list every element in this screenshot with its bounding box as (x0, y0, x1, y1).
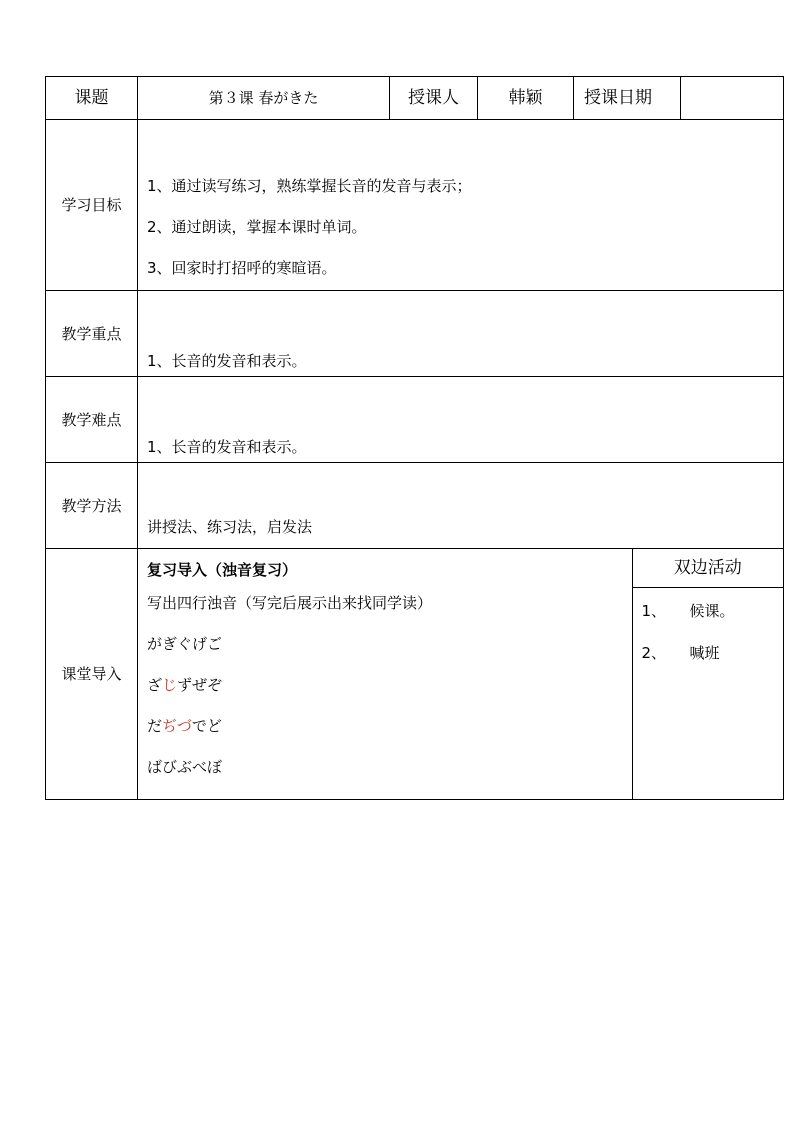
activities-header: 双边活动 (633, 549, 784, 588)
difficulties-content (138, 377, 784, 463)
kana-row-ga: がぎぐげご (147, 635, 223, 653)
methods-content (138, 463, 784, 549)
lead-in-label: 课堂导入 (46, 549, 138, 800)
objective-item: 1、通过读写练习，熟练掌握长音的发音与表示； (147, 177, 472, 195)
difficulties-text: 1、长音的发音和表示。 (147, 438, 307, 456)
lesson-section (138, 549, 632, 799)
lead-in-content (138, 549, 784, 800)
objectives-content (138, 120, 784, 291)
lead-in-instruction: 写出四行浊音（写完后展示出来找同学读） (147, 594, 433, 612)
lead-in-title: 复习导入（浊音复习） (147, 561, 298, 579)
methods-label: 教学方法 (46, 463, 138, 549)
date-label: 授课日期 (574, 77, 681, 120)
kana-da-part: でど (191, 717, 222, 735)
activity-number: 1、 (641, 602, 667, 620)
methods-row (46, 463, 784, 549)
activities-section (632, 549, 783, 799)
kana-row-ba: ばびぶべぼ (147, 758, 223, 776)
teacher-name: 韩颖 (478, 77, 574, 120)
topic-value: 第３课 春がきた (138, 77, 390, 120)
kana-row-za (147, 665, 632, 706)
methods-text: 讲授法、练习法，启发法 (147, 518, 313, 536)
activity-text: 喊班 (689, 644, 720, 662)
topic-label: 课题 (46, 77, 138, 120)
objective-item: 3、回家时打招呼的寒暄语。 (147, 259, 337, 277)
activity-item (633, 632, 784, 674)
date-value (681, 77, 784, 120)
lesson-plan-table (45, 76, 784, 800)
objectives-row (46, 120, 784, 291)
kana-za-part: ざ (147, 676, 163, 694)
header-row (46, 77, 784, 120)
activity-item (633, 590, 784, 632)
activity-number: 2、 (641, 644, 667, 662)
kana-row-da (147, 706, 632, 747)
kana-da-highlight: ぢづ (162, 717, 192, 735)
difficulties-row (46, 377, 784, 463)
kana-da-part: だ (147, 717, 163, 735)
lead-in-row (46, 549, 784, 800)
activity-text: 候课。 (689, 602, 735, 620)
kana-za-part: ずぜぞ (177, 676, 223, 694)
key-points-content (138, 291, 784, 377)
kana-za-highlight: じ (162, 676, 178, 694)
key-points-label: 教学重点 (46, 291, 138, 377)
lead-in-inner-table (138, 549, 783, 799)
objective-item: 2、通过朗读，掌握本课时单词。 (147, 218, 367, 236)
teacher-label: 授课人 (390, 77, 478, 120)
difficulties-label: 教学难点 (46, 377, 138, 463)
key-points-row (46, 291, 784, 377)
key-points-text: 1、长音的发音和表示。 (147, 352, 307, 370)
objectives-label: 学习目标 (46, 120, 138, 291)
